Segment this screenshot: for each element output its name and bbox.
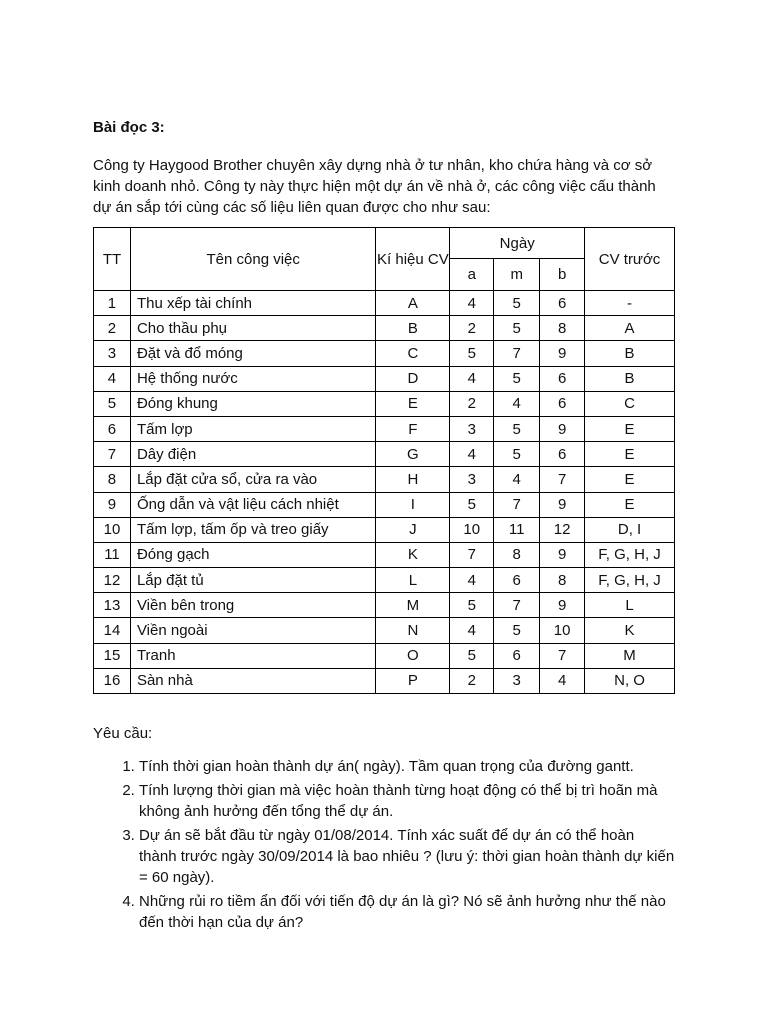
col-header-days: Ngày [450,228,585,259]
cell-code: O [376,643,450,668]
cell-name: Tấm lợp, tấm ốp và treo giấy [130,517,375,542]
cell-code: C [376,341,450,366]
cell-code: G [376,442,450,467]
cell-code: J [376,517,450,542]
cell-m: 5 [494,366,540,391]
cell-tt: 5 [94,391,131,416]
requirements-label: Yêu cầu: [93,725,153,742]
cell-b: 6 [540,442,585,467]
cell-m: 5 [494,316,540,341]
cell-name: Đóng gạch [130,542,375,567]
cell-tt: 7 [94,442,131,467]
cell-code: N [376,618,450,643]
cell-tt: 1 [94,291,131,316]
requirement-item: 2. Tính lượng thời gian mà việc hoàn thành từng hoạt động có thể bị trì hoãn mà không ảnh hưởng đến tổng thể dự án. [139,780,675,822]
cell-a: 2 [450,316,494,341]
cell-prev: N, O [585,668,675,693]
col-header-m: m [494,259,540,291]
cell-name: Tấm lợp [130,416,375,441]
job-table-body [94,291,675,694]
cell-tt: 11 [94,542,131,567]
cell-b: 9 [540,416,585,441]
exercise-heading: Bài đọc 3: [93,119,165,136]
cell-m: 7 [494,341,540,366]
cell-b: 9 [540,341,585,366]
cell-b: 6 [540,366,585,391]
col-header-name: Tên công việc [130,228,375,291]
cell-prev: A [585,316,675,341]
cell-code: B [376,316,450,341]
table-row [94,618,675,643]
cell-a: 5 [450,492,494,517]
cell-b: 12 [540,517,585,542]
cell-tt: 6 [94,416,131,441]
cell-tt: 14 [94,618,131,643]
cell-code: L [376,568,450,593]
table-row [94,366,675,391]
table-row [94,341,675,366]
col-header-b: b [540,259,585,291]
cell-prev: E [585,467,675,492]
cell-code: I [376,492,450,517]
cell-name: Dây điện [130,442,375,467]
cell-b: 9 [540,492,585,517]
cell-name: Ống dẫn và vật liệu cách nhiệt [130,492,375,517]
cell-name: Đặt và đổ móng [130,341,375,366]
cell-prev: F, G, H, J [585,542,675,567]
cell-name: Hệ thống nước [130,366,375,391]
requirement-item: 4. Những rủi ro tiềm ẩn đối với tiến độ dự án là gì? Nó sẽ ảnh hưởng như thế nào đến thời hạn của dự án? [139,891,675,933]
cell-code: P [376,668,450,693]
cell-m: 5 [494,442,540,467]
cell-b: 7 [540,643,585,668]
cell-b: 8 [540,568,585,593]
cell-code: K [376,542,450,567]
cell-b: 8 [540,316,585,341]
requirements-list [93,756,675,933]
cell-m: 3 [494,668,540,693]
cell-m: 4 [494,391,540,416]
cell-a: 4 [450,442,494,467]
cell-tt: 3 [94,341,131,366]
cell-a: 5 [450,341,494,366]
cell-m: 5 [494,618,540,643]
table-row [94,542,675,567]
requirement-item: 3. Dự án sẽ bắt đầu từ ngày 01/08/2014. Tính xác suất để dự án có thể hoàn thành trước ngày 30/09/2014 là bao nhiêu ? (lưu ý: thời gian hoàn thành dự kiến = 60 ngày). [139,825,675,888]
cell-a: 2 [450,391,494,416]
table-row [94,643,675,668]
cell-prev: E [585,492,675,517]
cell-tt: 8 [94,467,131,492]
cell-tt: 2 [94,316,131,341]
cell-b: 10 [540,618,585,643]
col-header-a: a [450,259,494,291]
cell-a: 10 [450,517,494,542]
cell-tt: 15 [94,643,131,668]
table-row [94,467,675,492]
cell-prev: D, I [585,517,675,542]
cell-m: 7 [494,593,540,618]
cell-code: E [376,391,450,416]
cell-code: H [376,467,450,492]
cell-prev: L [585,593,675,618]
cell-name: Tranh [130,643,375,668]
cell-tt: 4 [94,366,131,391]
cell-code: D [376,366,450,391]
cell-b: 4 [540,668,585,693]
cell-m: 11 [494,517,540,542]
requirement-item: 1. Tính thời gian hoàn thành dự án( ngày). Tầm quan trọng của đường gantt. [139,756,675,777]
cell-a: 2 [450,668,494,693]
cell-name: Cho thầu phụ [130,316,375,341]
cell-prev: C [585,391,675,416]
cell-name: Viền bên trong [130,593,375,618]
table-row [94,416,675,441]
table-row [94,568,675,593]
cell-m: 8 [494,542,540,567]
table-row [94,442,675,467]
col-header-tt: TT [94,228,131,291]
table-row [94,291,675,316]
table-row [94,492,675,517]
table-row [94,517,675,542]
cell-name: Lắp đặt cửa sổ, cửa ra vào [130,467,375,492]
col-header-code: Kí hiệu CV [376,228,450,291]
cell-a: 7 [450,542,494,567]
cell-m: 5 [494,291,540,316]
cell-m: 4 [494,467,540,492]
cell-a: 4 [450,291,494,316]
cell-m: 6 [494,643,540,668]
cell-m: 6 [494,568,540,593]
cell-b: 6 [540,391,585,416]
cell-code: M [376,593,450,618]
document-page [93,118,683,936]
cell-prev: E [585,442,675,467]
cell-m: 7 [494,492,540,517]
job-table [93,227,675,694]
cell-tt: 13 [94,593,131,618]
cell-tt: 9 [94,492,131,517]
cell-tt: 12 [94,568,131,593]
cell-code: A [376,291,450,316]
cell-a: 4 [450,568,494,593]
cell-name: Thu xếp tài chính [130,291,375,316]
cell-prev: - [585,291,675,316]
cell-prev: B [585,366,675,391]
cell-prev: M [585,643,675,668]
cell-prev: E [585,416,675,441]
intro-paragraph: Công ty Haygood Brother chuyên xây dựng nhà ở tư nhân, kho chứa hàng và cơ sở kinh doanh nhỏ. Công ty này thực hiện một dự án về nhà ở, các công việc cấu thành dự án sắp tới cùng các số liệu liên quan được cho như sau: [93,157,656,216]
cell-m: 5 [494,416,540,441]
cell-b: 7 [540,467,585,492]
cell-name: Lắp đặt tủ [130,568,375,593]
cell-a: 3 [450,467,494,492]
cell-a: 5 [450,593,494,618]
cell-a: 4 [450,618,494,643]
table-row [94,391,675,416]
cell-code: F [376,416,450,441]
cell-a: 3 [450,416,494,441]
cell-name: Sàn nhà [130,668,375,693]
cell-b: 6 [540,291,585,316]
cell-a: 4 [450,366,494,391]
cell-name: Đóng khung [130,391,375,416]
col-header-prev: CV trước [585,228,675,291]
table-row [94,668,675,693]
table-row [94,316,675,341]
cell-a: 5 [450,643,494,668]
cell-b: 9 [540,542,585,567]
cell-name: Viền ngoài [130,618,375,643]
cell-prev: B [585,341,675,366]
cell-b: 9 [540,593,585,618]
table-row [94,593,675,618]
cell-prev: K [585,618,675,643]
cell-prev: F, G, H, J [585,568,675,593]
cell-tt: 16 [94,668,131,693]
cell-tt: 10 [94,517,131,542]
